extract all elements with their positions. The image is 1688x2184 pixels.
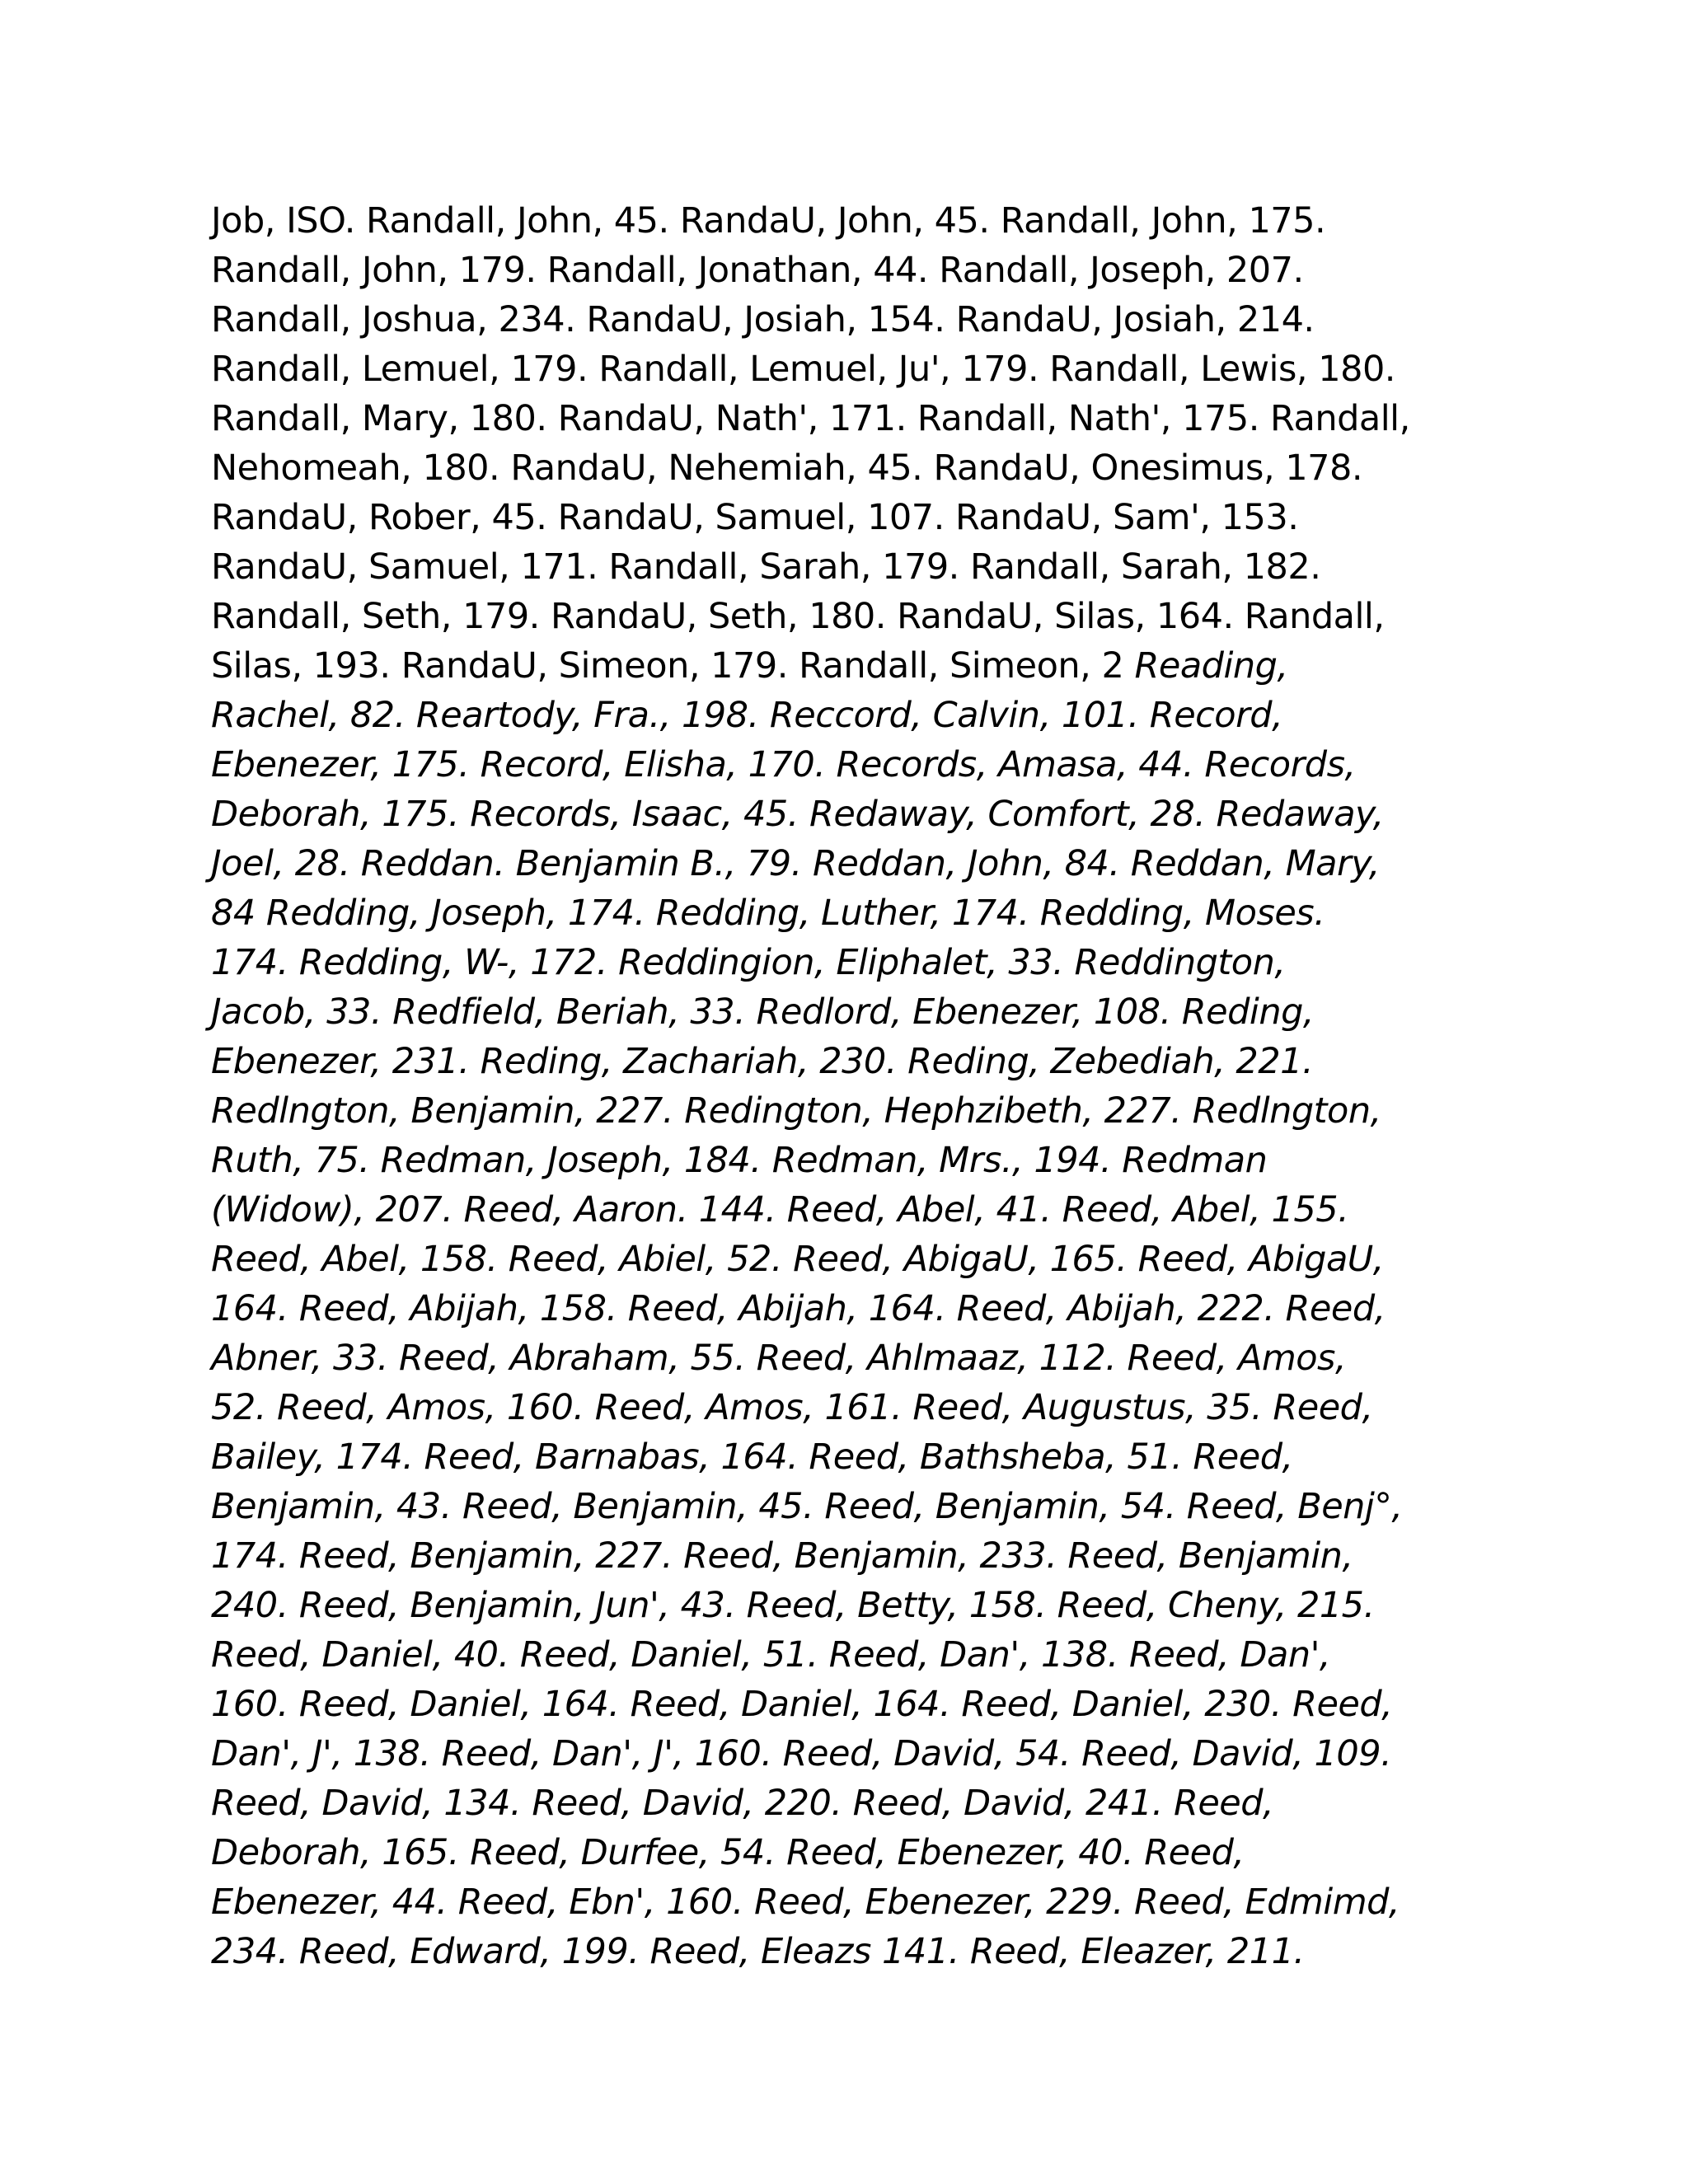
text-line-italic: 234. Reed, Edward, 199. Reed, Eleazs 141. Reed, Eleazer, 211.	[211, 1931, 1305, 1972]
text-line	[211, 1086, 1497, 1136]
text-line-roman: Job, ISO. Randall, John, 45. RandaU, John, 45. Randall, John, 175.	[211, 200, 1326, 241]
text-line	[211, 1581, 1497, 1630]
text-line	[211, 1779, 1497, 1828]
text-line-italic: Reed, Daniel, 40. Reed, Daniel, 51. Reed, Dan', 138. Reed, Dan',	[211, 1634, 1331, 1675]
text-line-italic: 164. Reed, Abijah, 158. Reed, Abijah, 164. Reed, Abijah, 222. Reed,	[211, 1288, 1386, 1329]
text-line	[211, 542, 1497, 592]
text-line-roman: Randall, Mary, 180. RandaU, Nath', 171. Randall, Nath', 175. Randall,	[211, 398, 1410, 439]
text-line	[211, 1531, 1497, 1581]
text-line	[211, 839, 1497, 888]
text-line	[211, 493, 1497, 542]
text-line-italic: 174. Reed, Benjamin, 227. Reed, Benjamin, 233. Reed, Benjamin,	[211, 1535, 1353, 1577]
text-line	[211, 1877, 1497, 1927]
text-line	[211, 987, 1497, 1037]
text-line	[211, 641, 1497, 691]
text-line	[211, 1927, 1497, 1976]
text-line-italic: Bailey, 174. Reed, Barnabas, 164. Reed, Bathsheba, 51. Reed,	[211, 1436, 1293, 1478]
text-line-italic: 84 Redding, Joseph, 174. Redding, Luther, 174. Redding, Moses.	[211, 893, 1325, 934]
text-line	[211, 1828, 1497, 1877]
text-line	[211, 1037, 1497, 1086]
text-line	[211, 196, 1497, 246]
text-line-italic: Ebenezer, 175. Record, Elisha, 170. Records, Amasa, 44. Records,	[211, 744, 1356, 785]
text-line	[211, 443, 1497, 493]
text-line-roman: Randall, Seth, 179. RandaU, Seth, 180. RandaU, Silas, 164. Randall,	[211, 596, 1385, 637]
text-line-italic: (Widow), 207. Reed, Aaron. 144. Reed, Abel, 41. Reed, Abel, 155.	[211, 1189, 1349, 1230]
text-line-italic: Abner, 33. Reed, Abraham, 55. Reed, Ahlmaaz, 112. Reed, Amos,	[211, 1338, 1347, 1379]
text-line-italic: Dan', J', 138. Reed, Dan', J', 160. Reed, David, 54. Reed, David, 109.	[211, 1733, 1392, 1774]
text-line	[211, 1136, 1497, 1185]
text-line-italic: Ebenezer, 231. Reding, Zachariah, 230. Reding, Zebediah, 221.	[211, 1041, 1314, 1082]
text-line-roman: Randall, John, 179. Randall, Jonathan, 44. Randall, Joseph, 207.	[211, 250, 1304, 291]
text-line-roman: Nehomeah, 180. RandaU, Nehemiah, 45. RandaU, Onesimus, 178.	[211, 448, 1363, 489]
text-line	[211, 938, 1497, 987]
text-line-italic: 160. Reed, Daniel, 164. Reed, Daniel, 164. Reed, Daniel, 230. Reed,	[211, 1684, 1393, 1725]
text-line-italic: Redlngton, Benjamin, 227. Redington, Hephzibeth, 227. Redlngton,	[211, 1090, 1381, 1132]
text-line-italic: Reed, David, 134. Reed, David, 220. Reed, David, 241. Reed,	[211, 1783, 1274, 1824]
text-line	[211, 592, 1497, 641]
text-line	[211, 394, 1497, 443]
text-line	[211, 246, 1497, 295]
text-line-roman: Randall, Joshua, 234. RandaU, Josiah, 154. RandaU, Josiah, 214.	[211, 299, 1315, 340]
text-line-italic: 174. Redding, W-, 172. Reddingion, Eliphalet, 33. Reddington,	[211, 942, 1286, 983]
text-line	[211, 740, 1497, 790]
text-line-italic: 240. Reed, Benjamin, Jun', 43. Reed, Betty, 158. Reed, Cheny, 215.	[211, 1585, 1375, 1626]
index-text-block	[211, 196, 1497, 1976]
text-line-italic: Deborah, 165. Reed, Durfee, 54. Reed, Ebenezer, 40. Reed,	[211, 1832, 1245, 1873]
text-line-roman: RandaU, Samuel, 171. Randall, Sarah, 179. Randall, Sarah, 182.	[211, 546, 1321, 588]
text-line-roman: Randall, Lemuel, 179. Randall, Lemuel, Ju', 179. Randall, Lewis, 180.	[211, 349, 1395, 390]
text-line-italic: Ruth, 75. Redman, Joseph, 184. Redman, Mrs., 194. Redman	[211, 1140, 1268, 1181]
text-line	[211, 790, 1497, 839]
text-line-italic: Jacob, 33. Redfield, Beriah, 33. Redlord, Ebenezer, 108. Reding,	[211, 991, 1315, 1033]
text-line	[211, 888, 1497, 938]
text-line	[211, 1284, 1497, 1333]
text-line-italic: Reed, Abel, 158. Reed, Abiel, 52. Reed, AbigaU, 165. Reed, AbigaU,	[211, 1239, 1384, 1280]
text-line-roman: Silas, 193. RandaU, Simeon, 179. Randall, Simeon, 2	[211, 645, 1135, 687]
text-line	[211, 1630, 1497, 1680]
text-line	[211, 1383, 1497, 1432]
text-line	[211, 1333, 1497, 1383]
text-line	[211, 1235, 1497, 1284]
text-line-italic: Deborah, 175. Records, Isaac, 45. Redaway, Comfort, 28. Redaway,	[211, 794, 1384, 835]
text-line-italic: Rachel, 82. Reartody, Fra., 198. Reccord, Calvin, 101. Record,	[211, 695, 1283, 736]
text-line-italic: Ebenezer, 44. Reed, Ebn', 160. Reed, Ebenezer, 229. Reed, Edmimd,	[211, 1882, 1400, 1923]
text-line	[211, 344, 1497, 394]
text-line-italic: 52. Reed, Amos, 160. Reed, Amos, 161. Reed, Augustus, 35. Reed,	[211, 1387, 1373, 1428]
text-line	[211, 1432, 1497, 1482]
text-line-italic: Joel, 28. Reddan. Benjamin B., 79. Reddan, John, 84. Reddan, Mary,	[211, 843, 1380, 884]
text-line	[211, 691, 1497, 740]
text-line	[211, 1185, 1497, 1235]
text-line	[211, 1482, 1497, 1531]
text-line-italic: Benjamin, 43. Reed, Benjamin, 45. Reed, Benjamin, 54. Reed, Benj°,	[211, 1486, 1403, 1527]
text-line-italic: Reading,	[1134, 645, 1288, 687]
text-line-roman: RandaU, Rober, 45. RandaU, Samuel, 107. RandaU, Sam', 153.	[211, 497, 1299, 538]
text-line	[211, 1680, 1497, 1729]
text-line	[211, 295, 1497, 344]
text-line	[211, 1729, 1497, 1779]
